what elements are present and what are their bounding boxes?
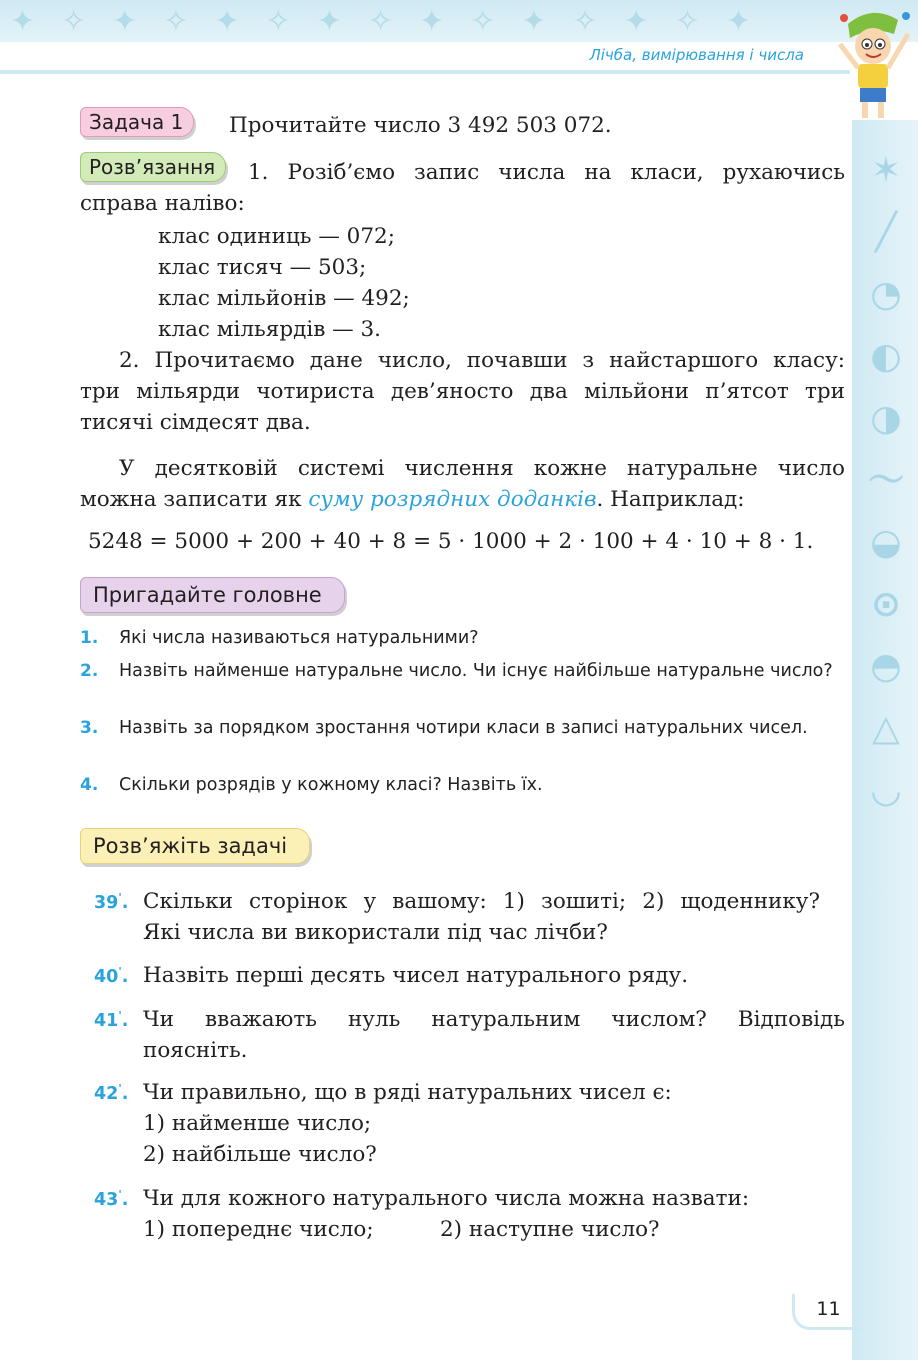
recall-question: Скільки розрядів у кожному класі? Назвіть їх. xyxy=(119,775,543,795)
exercise-number-value: 41 xyxy=(94,1010,119,1031)
exercise-number: 42'. xyxy=(94,1082,129,1104)
exercise-line: 2) найбільше число? xyxy=(143,1142,377,1167)
exercise-level-mark: ' xyxy=(118,965,122,978)
formula: 5248 = 5000 + 200 + 40 + 8 = 5 · 1000 + 2 · 100 + 4 · 10 + 8 · 1. xyxy=(88,529,814,554)
header-line xyxy=(0,70,850,74)
exercise-number-value: 40 xyxy=(94,966,119,987)
theory-text: . Наприклад: xyxy=(596,487,745,512)
exercise-level-mark: ' xyxy=(118,1188,122,1201)
task-text: Прочитайте число 3 492 503 072. xyxy=(229,113,612,138)
exercise-line: Чи правильно, що в ряді натуральних чисел є: xyxy=(143,1080,672,1105)
section-title: Лічба, вимірювання і числа xyxy=(589,46,804,64)
solution-intro-second: справа наліво: xyxy=(80,191,245,216)
recall-number: 1. xyxy=(80,628,99,648)
task-label: Задача 1 xyxy=(80,107,194,137)
step2-line: тисячі сімдесят два. xyxy=(80,410,311,435)
exercise-level-mark: ' xyxy=(118,1082,122,1095)
class-line: клас мільярдів — 3. xyxy=(158,317,381,342)
recall-number: 4. xyxy=(80,775,99,795)
exercise-number-value: 42 xyxy=(94,1083,119,1104)
exercise-line: Чи вважають нуль натуральним числом? Відповідь xyxy=(143,1007,845,1032)
exercise-number: 39'. xyxy=(94,891,129,913)
recall-number: 2. xyxy=(80,661,99,681)
exercises-label: Розв’яжіть задачі xyxy=(80,828,310,864)
exercise-number-value: 39 xyxy=(94,892,119,913)
exercise-number: 40'. xyxy=(94,965,129,987)
step2-line: 2. Прочитаємо дане число, почавши з найстаршого класу: xyxy=(119,348,845,373)
exercise-number: 41'. xyxy=(94,1009,129,1031)
solution-label: Розв’язання xyxy=(80,152,226,182)
solution-intro-first: 1. Розіб’ємо запис числа на класи, рухаючись xyxy=(248,160,845,185)
decorative-numbers: ✦✧✦✧✦✧✦✧✦✧✦✧✦✧✦ xyxy=(10,4,778,39)
recall-question: Назвіть за порядком зростання чотири класи в записі натуральних чисел. xyxy=(119,718,808,738)
side-decorative-glyphs: ✶ ╱ ◔ ◐ ◑ 〜 ◒ ⊙ ◓ △ ◡ xyxy=(867,150,904,811)
exercise-line: Назвіть перші десять чисел натурального ряду. xyxy=(143,963,689,988)
exercise-line: 1) найменше число; xyxy=(143,1111,372,1136)
exercise-option: 1) попереднє число; xyxy=(143,1217,374,1242)
step2-line: три мільярди чотириста дев’яносто два мільйони п’ятсот три xyxy=(80,379,845,404)
exercise-line: поясніть. xyxy=(143,1038,248,1063)
exercise-number-value: 43 xyxy=(94,1189,119,1210)
exercise-option: 2) наступне число? xyxy=(440,1217,660,1242)
mascot-illustration xyxy=(828,4,918,124)
exercise-level-mark: ' xyxy=(118,1009,122,1022)
top-banner xyxy=(0,0,918,42)
theory-text: можна записати як xyxy=(80,487,309,512)
page-number: 11 xyxy=(792,1294,862,1330)
recall-label: Пригадайте головне xyxy=(80,577,345,613)
class-line: клас тисяч — 503; xyxy=(158,255,367,280)
exercise-level-mark: ' xyxy=(118,891,122,904)
exercise-number: 43'. xyxy=(94,1188,129,1210)
recall-question: Які числа називаються натуральними? xyxy=(119,628,479,648)
exercise-line: Скільки сторінок у вашому: 1) зошиті; 2) щоденнику? xyxy=(143,889,820,914)
theory-line: У десятковій системі числення кожне натуральне число xyxy=(119,456,845,481)
exercise-line: Які числа ви використали під час лічби? xyxy=(143,920,608,945)
class-line: клас мільйонів — 492; xyxy=(158,286,410,311)
class-line: клас одиниць — 072; xyxy=(158,224,395,249)
recall-number: 3. xyxy=(80,718,99,738)
highlight-term: суму розрядних доданків xyxy=(308,487,597,512)
theory-line xyxy=(80,484,745,515)
exercise-line: Чи для кожного натурального числа можна назвати: xyxy=(143,1186,750,1211)
recall-question: Назвіть найменше натуральне число. Чи існує найбільше натуральне число? xyxy=(119,661,833,681)
